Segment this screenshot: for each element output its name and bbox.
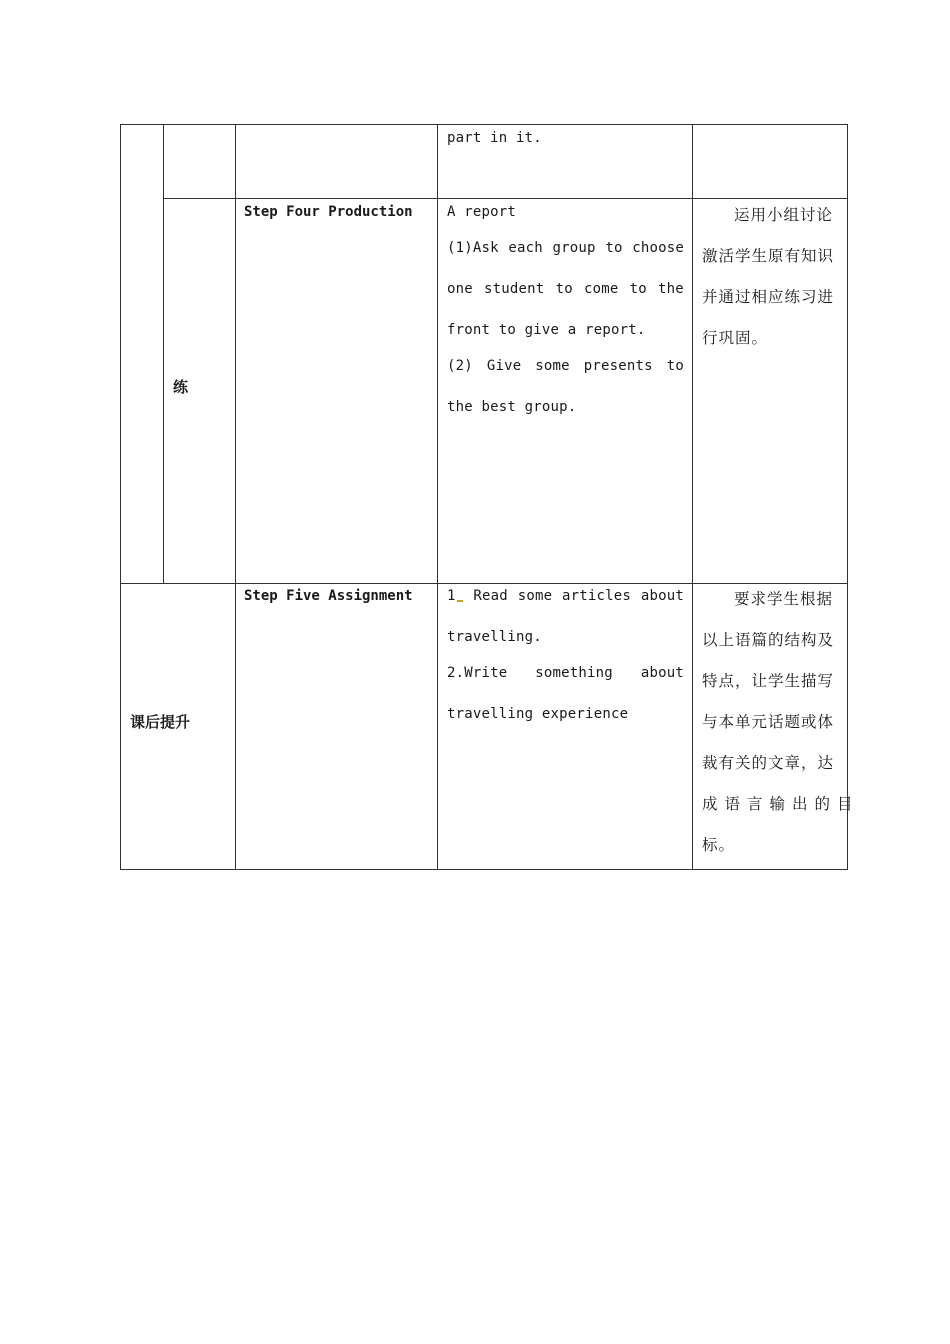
word: student xyxy=(484,281,545,297)
table-right-border xyxy=(847,124,848,870)
word: presents xyxy=(583,358,653,374)
word: to xyxy=(555,281,573,297)
word: 2.Write xyxy=(447,665,508,681)
word: Give xyxy=(486,358,522,374)
word: about xyxy=(640,588,684,604)
assignment-item2-line2: travelling experience xyxy=(447,706,629,722)
word: some xyxy=(535,358,570,374)
word: one xyxy=(447,281,473,297)
table-left-border xyxy=(120,124,121,870)
step-title-production: Step Four Production xyxy=(244,204,413,220)
intent-line: 与本单元话题或体 xyxy=(702,713,835,731)
word: group xyxy=(552,240,596,256)
list-marker-icon xyxy=(457,600,463,602)
word: to xyxy=(666,358,684,374)
table-bottom-border xyxy=(120,869,848,870)
production-item2-line2: the best group. xyxy=(447,399,577,415)
word: about xyxy=(640,665,684,681)
word: choose xyxy=(632,240,684,256)
row-divider-1 xyxy=(163,198,848,199)
word: (1)Ask xyxy=(447,240,499,256)
assignment-item1-line2: travelling. xyxy=(447,629,542,645)
intent-line: 标。 xyxy=(702,836,736,854)
production-item1-line2 xyxy=(447,281,684,297)
word: to xyxy=(605,240,623,256)
intent-line: 激活学生原有知识 xyxy=(702,247,835,265)
table-top-border xyxy=(120,124,848,125)
intent-line: 要求学生根据 xyxy=(734,590,834,608)
word: something xyxy=(535,665,613,681)
production-item1-line1 xyxy=(447,240,684,256)
word: articles xyxy=(562,588,632,604)
word: come xyxy=(583,281,619,297)
production-title: A report xyxy=(447,204,517,220)
word: each xyxy=(508,240,543,256)
word: Read xyxy=(473,588,508,604)
phase-label-homework: 课后提升 xyxy=(130,713,191,731)
production-item2-line1 xyxy=(447,358,684,374)
production-item1-line3: front to give a report. xyxy=(447,322,646,338)
word: the xyxy=(658,281,684,297)
list-number: 1 xyxy=(447,588,464,604)
assignment-item1-line1 xyxy=(447,588,684,604)
assignment-item2-line1 xyxy=(447,665,684,681)
column-divider-phase xyxy=(163,124,164,584)
intent-line: 以上语篇的结构及 xyxy=(702,631,835,649)
word: to xyxy=(629,281,647,297)
word: some xyxy=(517,588,553,604)
intent-line: 成语言输出的目 xyxy=(702,795,860,813)
phase-label-practice: 练 xyxy=(173,378,189,396)
row-divider-2 xyxy=(120,583,848,584)
word: (2) xyxy=(447,358,473,374)
column-divider-content xyxy=(437,124,438,870)
step-title-assignment: Step Five Assignment xyxy=(244,588,413,604)
intent-line: 并通过相应练习进 xyxy=(702,288,835,306)
continuation-text: part in it. xyxy=(447,130,542,146)
intent-line: 行巩固。 xyxy=(702,329,769,347)
intent-line: 特点，让学生描写 xyxy=(702,672,835,690)
column-divider-intent xyxy=(692,124,693,870)
intent-line: 运用小组讨论 xyxy=(734,206,834,224)
column-divider-step xyxy=(235,124,236,870)
intent-line: 裁有关的文章，达 xyxy=(702,754,835,772)
